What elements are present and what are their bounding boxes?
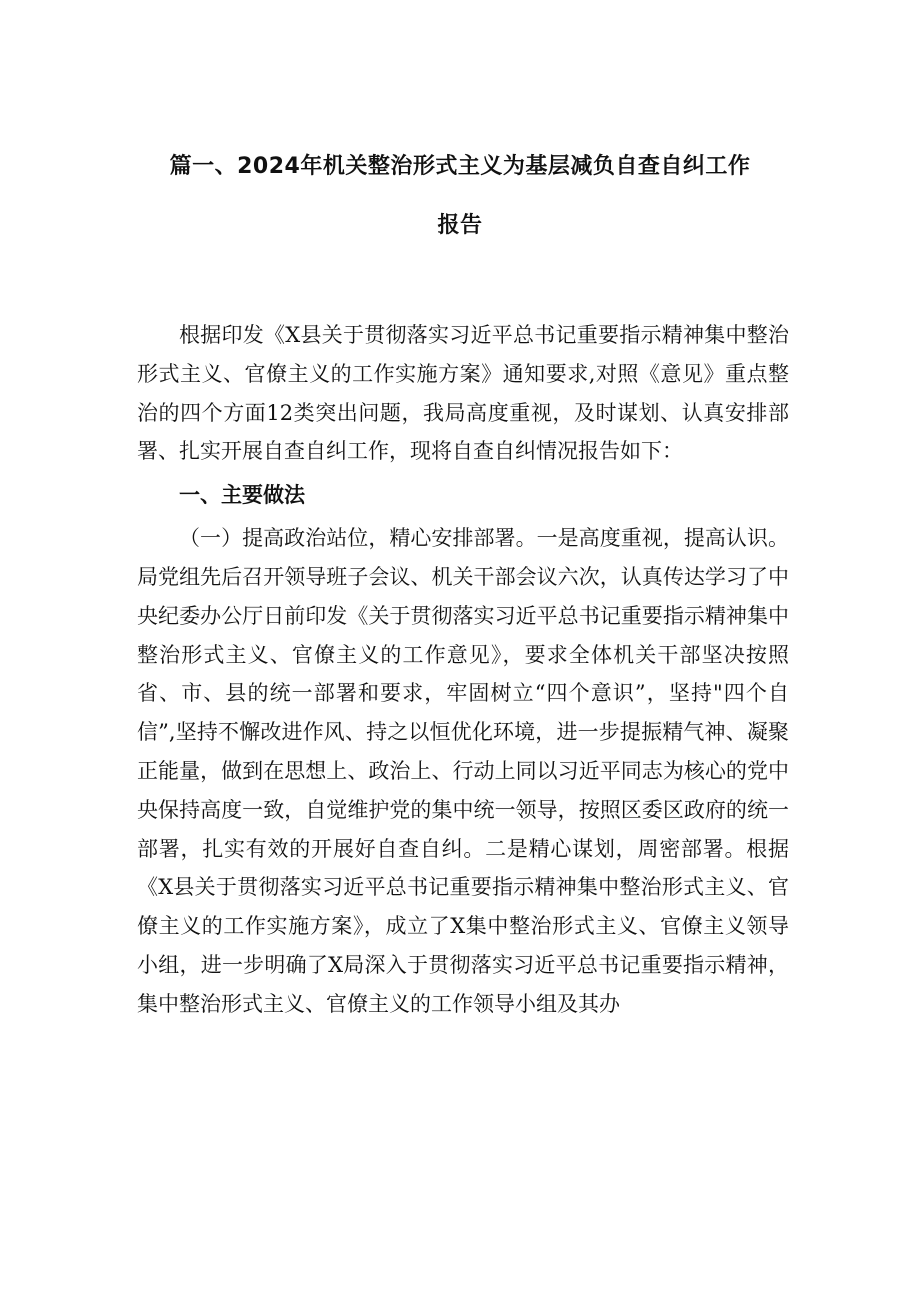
document-body [137,316,789,1024]
section-1-paragraph: （一）提高政治站位，精心安排部署。一是高度重视，提高认识。局党组先后召开领导班子会议、机关干部会议六次，认真传达学习了中央纪委办公厅日前印发《关于贯彻落实习近平总书记重要指示精神集中整治形式主义、官僚主义的工作意见》，要求全体机关干部坚决按照省、市、县的统一部署和要求，牢固树立“四个意识”，坚持"四个自信”,坚持不懈改进作风、持之以恒优化环境，进一步提振精气神、凝聚正能量，做到在思想上、政治上、行动上同以习近平同志为核心的党中央保持高度一致，自觉维护党的集中统一领导，按照区委区政府的统一部署，扎实有效的开展好自查自纠。二是精心谋划，周密部署。根据《X县关于贯彻落实习近平总书记重要指示精神集中整治形式主义、官僚主义的工作实施方案》，成立了X集中整治形式主义、官僚主义领导小组，进一步明确了X局深入于贯彻落实习近平总书记重要指示精神，集中整治形式主义、官僚主义的工作领导小组及其办 [137,526,789,1016]
document-title-line-1: 篇一、2024年机关整治形式主义为基层减负自查自纠工作 [169,154,751,179]
intro-paragraph: 根据印发《X县关于贯彻落实习近平总书记重要指示精神集中整治形式主义、官僚主义的工作实施方案》通知要求,对照《意见》重点整治的四个方面12类突出问题，我局高度重视，及时谋划、认真安排部署、扎实开展自查自纠工作，现将自查自纠情况报告如下： [137,323,789,464]
document-title-line-2: 报告 [437,213,483,238]
section-heading-main-practices: 一、主要做法 [179,483,305,508]
